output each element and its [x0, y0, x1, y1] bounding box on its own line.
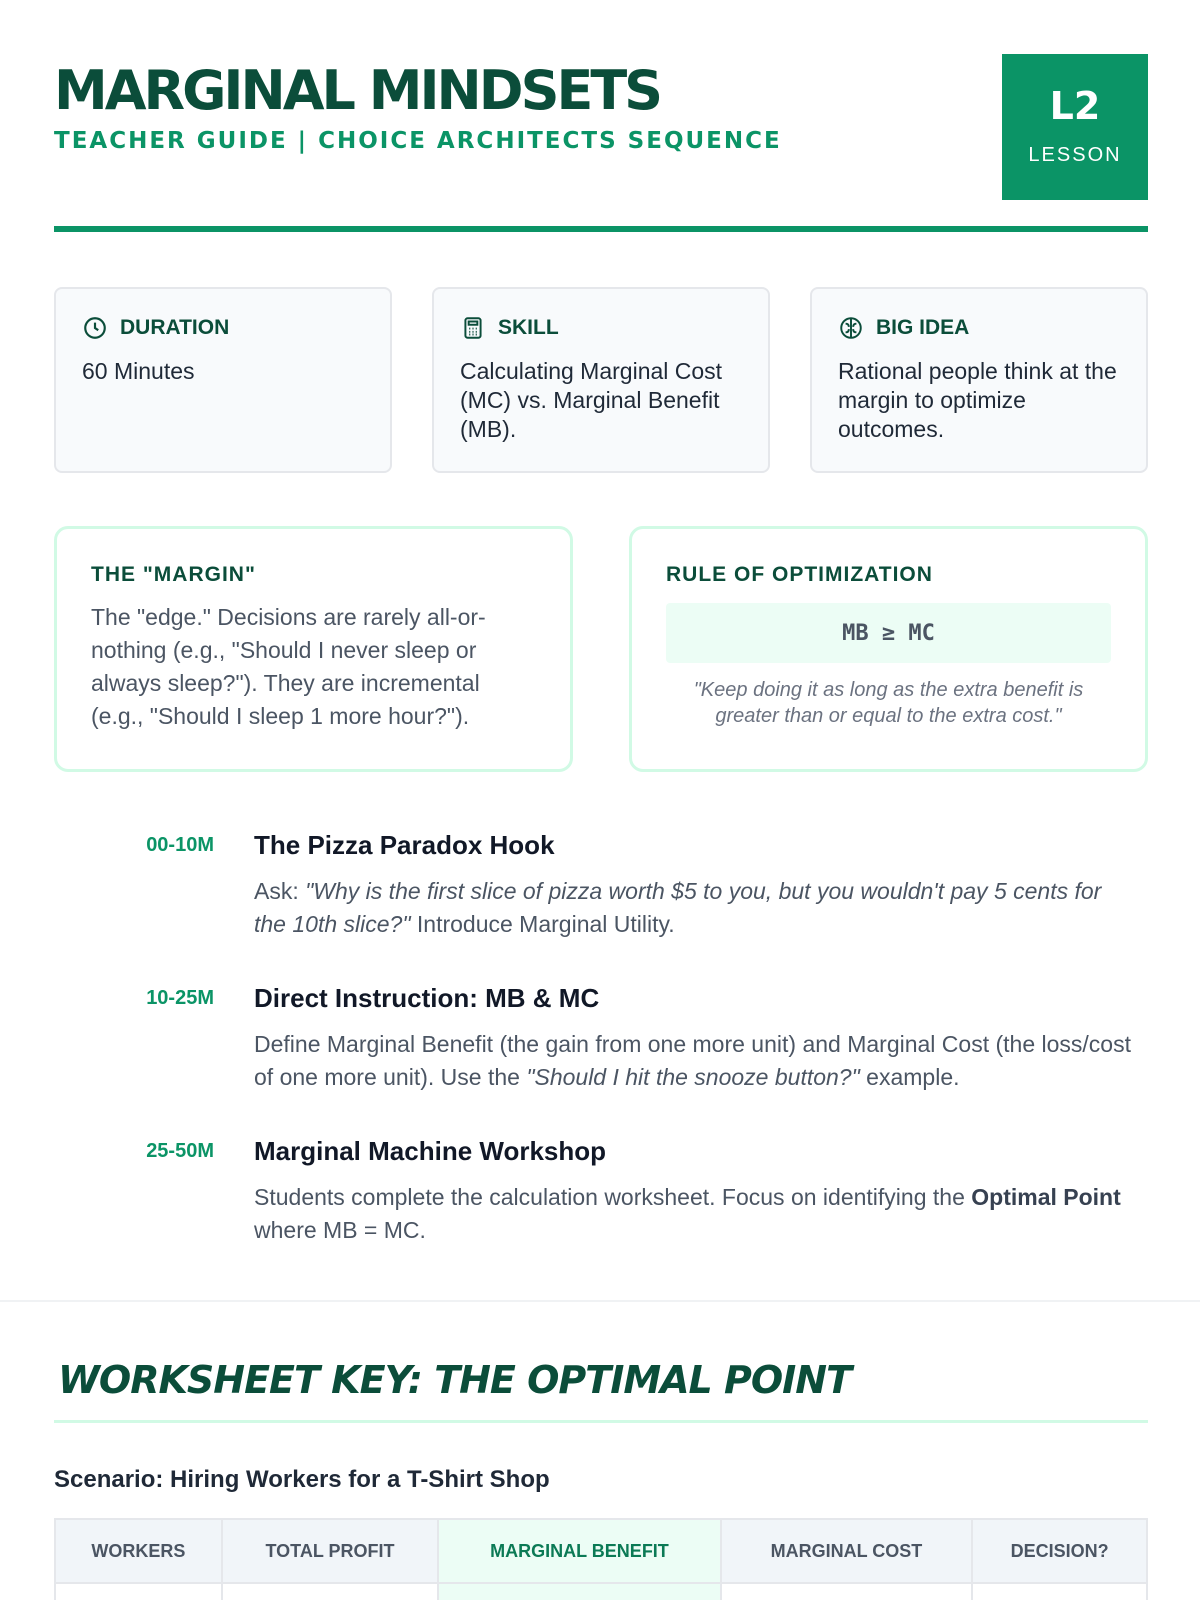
agenda-text: Students complete the calculation worksheet. Focus on identifying the — [254, 1184, 972, 1210]
card-text: Rational people think at the margin to optimize outcomes. — [838, 358, 1117, 442]
agenda-item — [54, 983, 1148, 1136]
table-cell — [55, 1583, 222, 1600]
agenda-text: where MB = MC. — [254, 1217, 426, 1243]
agenda-quote: "Should I hit the snooze button?" — [526, 1064, 860, 1090]
table-cell — [438, 1583, 720, 1600]
table-cell — [972, 1583, 1147, 1600]
lesson-header — [54, 52, 1148, 234]
formula-quote: "Keep doing it as long as the extra benefit is greater than or equal to the extra cost." — [693, 679, 1084, 727]
page-title: MARGINAL MINDSETS — [54, 59, 661, 122]
table-cell — [222, 1583, 439, 1600]
brain-icon — [838, 315, 864, 341]
concept-boxes — [54, 526, 1148, 772]
card-text: Calculating Marginal Cost (MC) vs. Marginal Benefit (MB). — [460, 358, 723, 442]
worksheet-rule — [54, 1420, 1148, 1423]
card-header — [838, 315, 1120, 341]
agenda-time: 25-50M — [146, 1140, 214, 1162]
concept-title: THE "MARGIN" — [91, 563, 256, 586]
column-header: MARGINAL COST — [721, 1519, 973, 1583]
card-title: BIG IDEA — [876, 316, 970, 339]
overview-cards — [54, 287, 1148, 473]
header-divider — [54, 226, 1148, 232]
section-divider — [0, 1300, 1200, 1302]
card-header — [460, 315, 742, 341]
big-idea-card — [810, 287, 1148, 473]
agenda-body — [254, 830, 1134, 983]
table-cell — [721, 1583, 973, 1600]
column-header: MARGINAL BENEFIT — [438, 1519, 720, 1583]
table-header-row — [55, 1519, 1147, 1583]
agenda-text: example. — [859, 1064, 960, 1090]
agenda-description — [254, 1181, 1134, 1247]
rule-of-optimization — [629, 526, 1148, 772]
worksheet-scenario: Scenario: Hiring Workers for a T-Shirt Shop — [54, 1466, 550, 1493]
column-header: TOTAL PROFIT — [222, 1519, 439, 1583]
duration-card — [54, 287, 392, 473]
concept-text: The "edge." Decisions are rarely all-or-nothing (e.g., "Should I never sleep or always sleep?"). They are incremental (e.g., "Should I sleep 1 more hour?"). — [91, 604, 486, 729]
agenda-title: The Pizza Paradox Hook — [254, 830, 555, 860]
agenda-item — [54, 1136, 1148, 1289]
lesson-agenda — [54, 830, 1148, 1289]
clock-icon — [82, 315, 108, 341]
agenda-text: Define Marginal Benefit (the gain from one more unit) and Marginal Cost (the loss/cost of one more unit). Use the — [254, 1031, 1131, 1090]
lesson-label: LESSON — [1028, 144, 1122, 166]
calculator-icon — [460, 315, 486, 341]
agenda-title: Direct Instruction: MB & MC — [254, 983, 600, 1013]
agenda-description — [254, 875, 1134, 941]
agenda-time: 10-25M — [146, 987, 214, 1009]
card-title: SKILL — [498, 316, 559, 339]
skill-card — [432, 287, 770, 473]
agenda-body — [254, 1136, 1134, 1289]
agenda-text: Ask: — [254, 878, 306, 904]
worksheet-table — [54, 1518, 1148, 1600]
column-header: DECISION? — [972, 1519, 1147, 1583]
agenda-description — [254, 1028, 1134, 1094]
worksheet-title: WORKSHEET KEY: THE OPTIMAL POINT — [58, 1358, 852, 1402]
card-text: 60 Minutes — [82, 358, 195, 384]
lesson-number: L2 — [1049, 84, 1101, 128]
agenda-title: Marginal Machine Workshop — [254, 1136, 607, 1166]
table-row — [55, 1583, 1147, 1600]
formula-box: MB ≥ MC — [666, 603, 1111, 663]
column-header: WORKERS — [55, 1519, 222, 1583]
agenda-emphasis: Optimal Point — [971, 1184, 1121, 1210]
page-subtitle: TEACHER GUIDE | CHOICE ARCHITECTS SEQUENCE — [54, 128, 782, 154]
lesson-badge — [1002, 54, 1148, 200]
margin-concept — [54, 526, 573, 772]
agenda-time: 00-10M — [146, 834, 214, 856]
agenda-quote: "Why is the first slice of pizza worth $5 to you, but you wouldn't pay 5 cents for the 10th slice?" — [254, 878, 1102, 937]
card-header — [82, 315, 364, 341]
agenda-item — [54, 830, 1148, 983]
agenda-text: Introduce Marginal Utility. — [410, 911, 675, 937]
concept-title: RULE OF OPTIMIZATION — [666, 563, 933, 586]
agenda-body — [254, 983, 1134, 1136]
card-title: DURATION — [120, 316, 230, 339]
